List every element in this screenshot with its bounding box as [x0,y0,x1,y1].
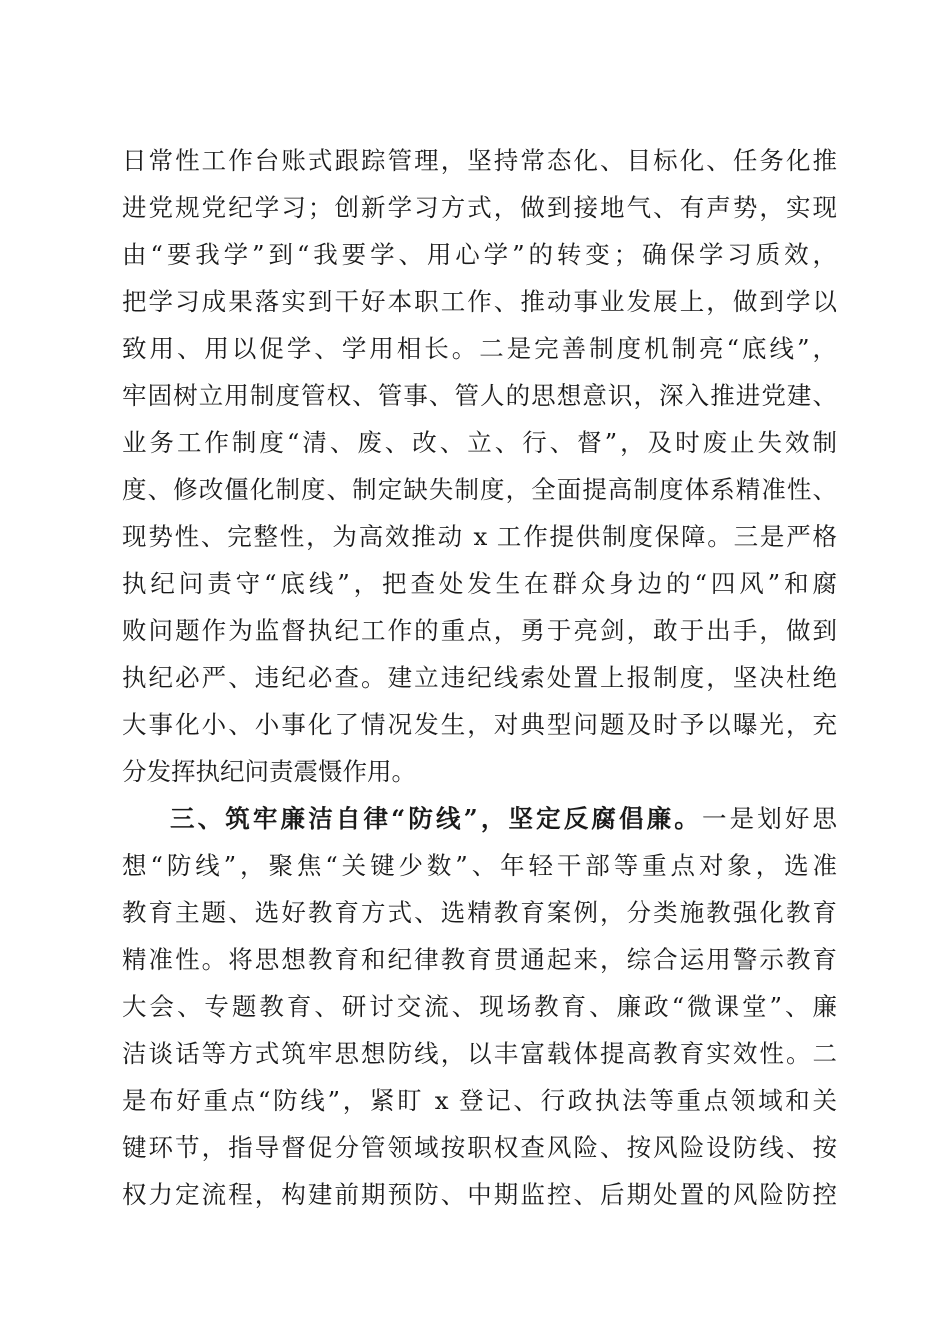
text-line: 执纪必严、违纪必查。建立违纪线索处置上报制度，坚决杜绝 [122,663,837,692]
text-line: 业务工作制度“清、废、改、立、行、督”，及时废止失效制 [122,428,837,457]
text-line: 权力定流程，构建前期预防、中期监控、后期处置的风险防控 [122,1180,837,1209]
text-line: 是布好重点“防线”，紧盯 x 登记、行政执法等重点领域和关 [122,1086,837,1115]
text-line: 分发挥执纪问责震慑作用。 [122,757,416,786]
text-line: 执纪问责守“底线”，把查处发生在群众身边的“四风”和腐 [122,569,837,598]
text-line: 大会、专题教育、研讨交流、现场教育、廉政“微课堂”、廉 [122,992,837,1021]
text-line: 把学习成果落实到干好本职工作、推动事业发展上，做到学以 [122,287,837,316]
text-line: 想“防线”，聚焦“关键少数”、年轻干部等重点对象，选准 [122,851,837,880]
text-line-first [170,804,837,834]
section-heading: 三、筑牢廉洁自律“防线”，坚定反腐倡廉。 [170,804,702,833]
text-line: 精准性。将思想教育和纪律教育贯通起来，综合运用警示教育 [122,945,837,974]
text-line: 度、修改僵化制度、制定缺失制度，全面提高制度体系精准性、 [122,475,837,504]
text-line: 败问题作为监督执纪工作的重点，勇于亮剑，敢于出手，做到 [122,616,837,645]
text-line: 大事化小、小事化了情况发生，对典型问题及时予以曝光，充 [122,710,837,739]
text-line: 现势性、完整性，为高效推动 x 工作提供制度保障。三是严格 [122,522,837,551]
heading-continuation: 一是划好思 [701,804,838,833]
text-line: 键环节，指导督促分管领域按职权查风险、按风险设防线、按 [122,1133,837,1162]
text-line: 牢固树立用制度管权、管事、管人的思想意识，深入推进党建、 [122,381,837,410]
text-line: 致用、用以促学、学用相长。二是完善制度机制亮“底线”， [122,334,837,363]
text-line: 进党规党纪学习；创新学习方式，做到接地气、有声势，实现 [122,193,837,222]
text-line: 日常性工作台账式跟踪管理，坚持常态化、目标化、任务化推 [122,146,837,175]
text-line: 洁谈话等方式筑牢思想防线，以丰富载体提高教育实效性。二 [122,1039,837,1068]
text-line: 由“要我学”到“我要学、用心学”的转变；确保学习质效， [122,240,837,269]
text-line: 教育主题、选好教育方式、选精教育案例，分类施教强化教育 [122,898,837,927]
